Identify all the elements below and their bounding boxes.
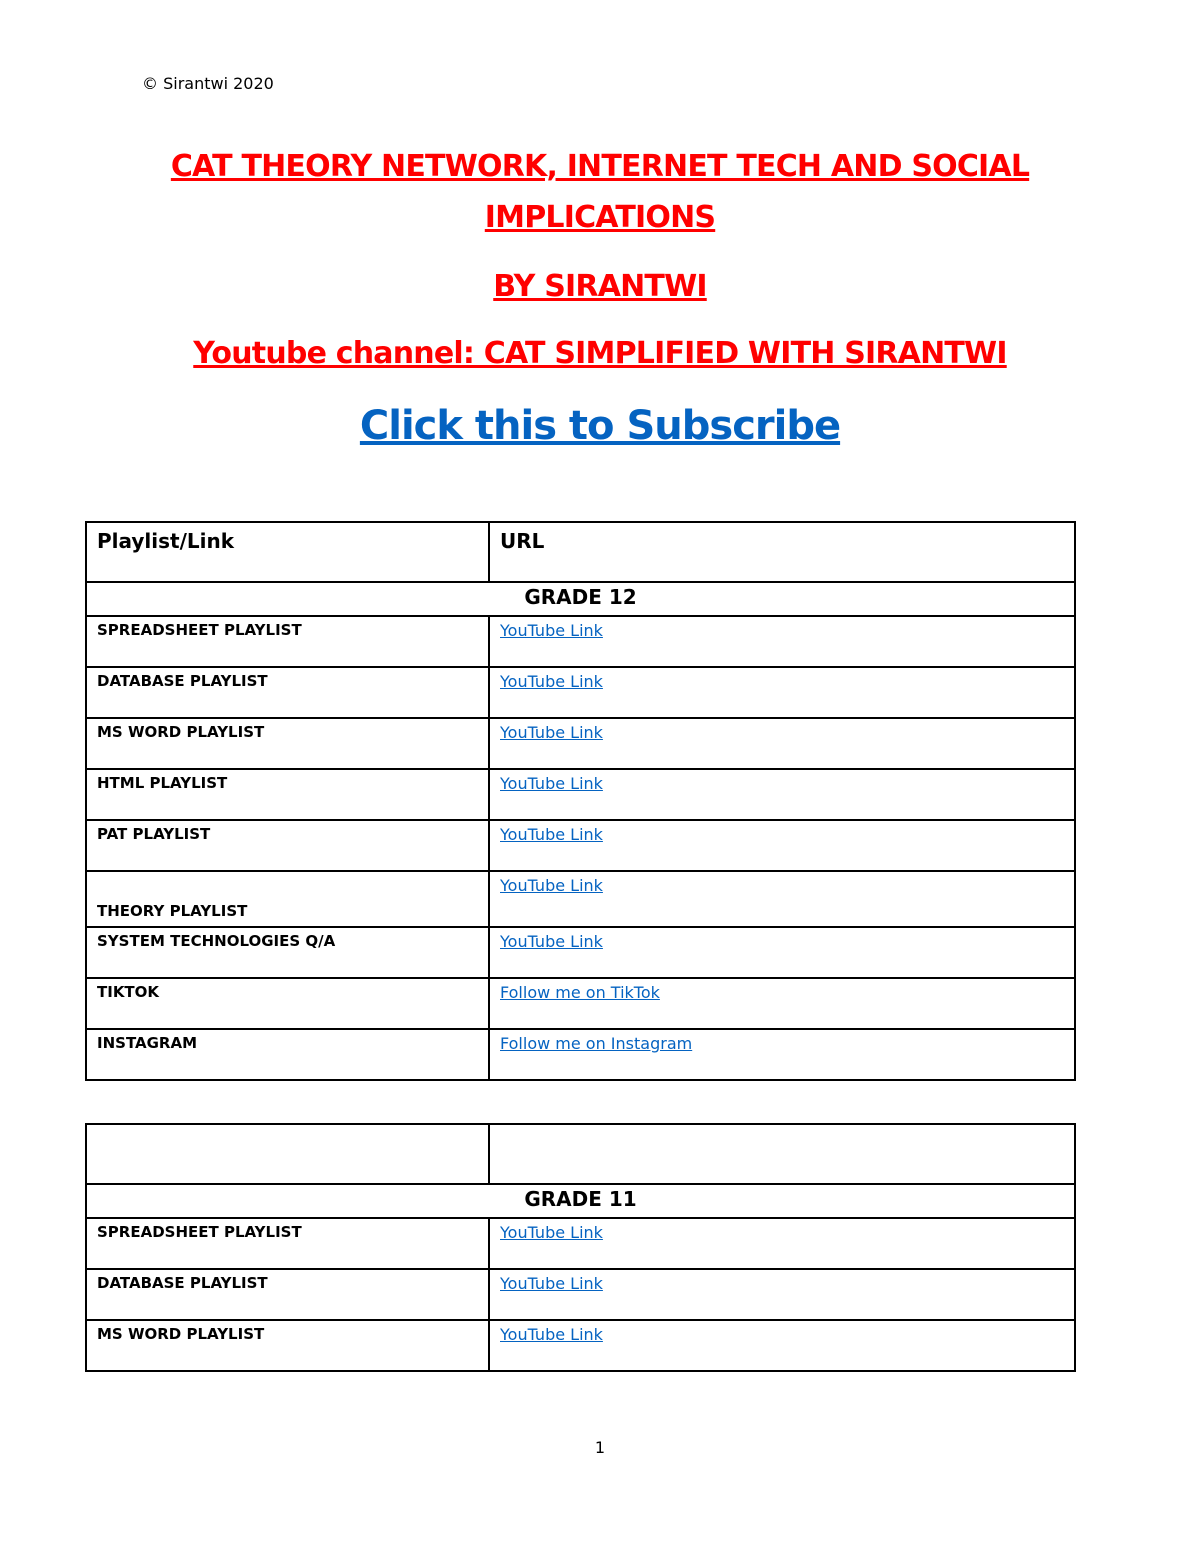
youtube-link[interactable]: YouTube Link [500,876,603,895]
table-row [86,616,1075,667]
header-url: URL [489,522,1075,582]
table-row [86,1029,1075,1080]
table-row [86,927,1075,978]
tiktok-link[interactable]: Follow me on TikTok [500,983,660,1002]
instagram-link[interactable]: Follow me on Instagram [500,1034,693,1053]
playlist-label: TIKTOK [86,978,489,1029]
header-playlist-link: Playlist/Link [86,522,489,582]
youtube-link[interactable]: YouTube Link [500,774,603,793]
playlist-label: MS WORD PLAYLIST [86,718,489,769]
playlist-label: PAT PLAYLIST [86,820,489,871]
table-row [86,871,1075,927]
youtube-link[interactable]: YouTube Link [500,932,603,951]
youtube-link[interactable]: YouTube Link [500,1325,603,1344]
copyright-note: © Sirantwi 2020 [142,74,274,93]
playlist-label: SPREADSHEET PLAYLIST [86,616,489,667]
youtube-link[interactable]: YouTube Link [500,723,603,742]
table-row [86,667,1075,718]
youtube-channel-line: Youtube channel: CAT SIMPLIFIED WITH SIRANTWI [193,336,1007,371]
playlist-label: HTML PLAYLIST [86,769,489,820]
grade-12-heading: GRADE 12 [86,582,1075,616]
table-row [86,978,1075,1029]
grade-11-links-table [85,1123,1076,1372]
playlist-label: SPREADSHEET PLAYLIST [86,1218,489,1269]
youtube-link[interactable]: YouTube Link [500,825,603,844]
youtube-link[interactable]: YouTube Link [500,672,603,691]
document-title-line1: CAT THEORY NETWORK, INTERNET TECH AND SOCIAL [170,149,1030,184]
subscribe-link[interactable]: Click this to Subscribe [359,403,841,449]
playlist-label: DATABASE PLAYLIST [86,667,489,718]
table-row [86,1218,1075,1269]
table-row [86,718,1075,769]
youtube-link[interactable]: YouTube Link [500,1223,603,1242]
empty-header-cell [86,1124,489,1184]
table-row [86,1269,1075,1320]
playlist-label: INSTAGRAM [86,1029,489,1080]
table-row [86,769,1075,820]
table-row [86,1320,1075,1371]
table-header-row [86,1124,1075,1184]
playlist-label: MS WORD PLAYLIST [86,1320,489,1371]
playlist-label: THEORY PLAYLIST [86,871,489,927]
table-header-row [86,522,1075,582]
playlist-label: SYSTEM TECHNOLOGIES Q/A [86,927,489,978]
youtube-link[interactable]: YouTube Link [500,621,603,640]
document-title-line2: IMPLICATIONS [484,200,716,235]
page-number: 1 [594,1438,606,1457]
table-row [86,820,1075,871]
playlist-label: DATABASE PLAYLIST [86,1269,489,1320]
grade-11-heading: GRADE 11 [86,1184,1075,1218]
empty-header-cell [489,1124,1075,1184]
grade-row [86,582,1075,616]
grade-12-links-table [85,521,1076,1081]
youtube-link[interactable]: YouTube Link [500,1274,603,1293]
grade-row [86,1184,1075,1218]
author-line: BY SIRANTWI [493,269,707,304]
